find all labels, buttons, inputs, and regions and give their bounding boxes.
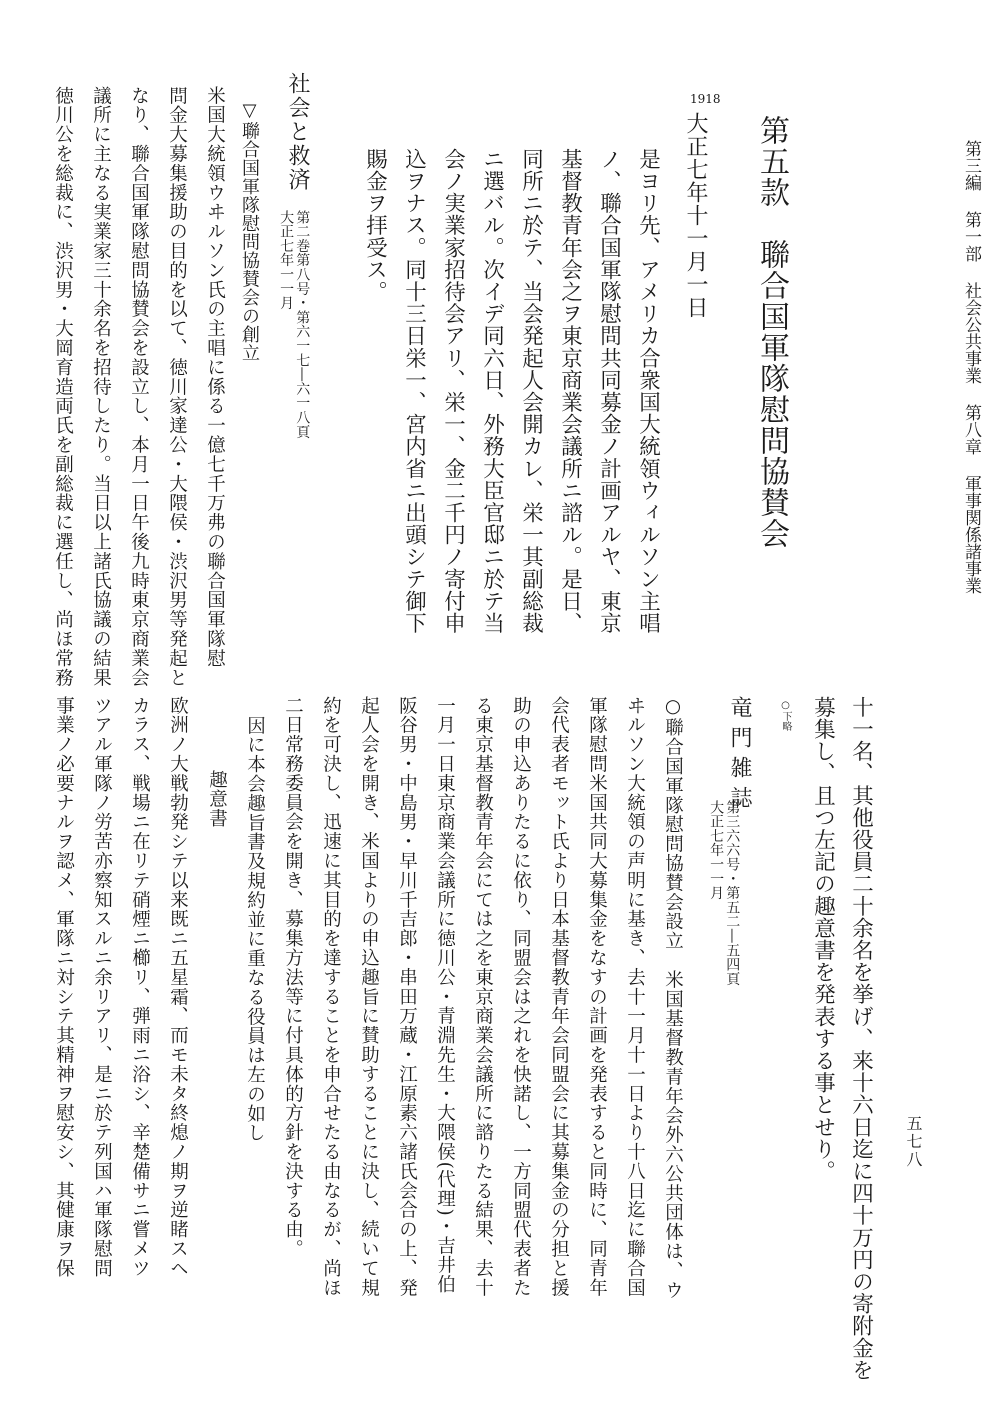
entry-line: 基督教青年会之ヲ東京商業会議所ニ諮ル。是日、 bbox=[557, 148, 583, 635]
article-line: ヰルソン大統領の声明に基き、去十一月十一日より十八日迄に聯合国 bbox=[624, 696, 646, 1298]
article-line: 因に本会趣旨書及規約並に重なる役員は左の如し bbox=[244, 716, 266, 1143]
article-line: 助の申込ありたるに依り、同盟会は之れを快諾し、一方同盟代表者た bbox=[510, 696, 532, 1298]
article-line: 阪谷男・中島男・早川千吉郎・串田万蔵・江原素六諸氏会合の上、発 bbox=[396, 696, 418, 1298]
article-line: 軍隊慰問米国共同大募集金をなすの計画を発表すると同時に、同青年 bbox=[586, 696, 608, 1298]
running-head-part: 第三編 bbox=[961, 140, 981, 191]
running-head-chapter-title: 軍事関係諸事業 bbox=[961, 475, 981, 594]
article-subheading: ▽聯合国軍隊慰問協賛会の創立 bbox=[239, 100, 260, 362]
entry-line: 同所ニ於テ、当会発起人会開カレ、栄一其副総裁 bbox=[518, 148, 544, 635]
section-title: 第五款 聯合国軍隊慰問協賛会 bbox=[754, 115, 789, 549]
source-title: 竜門雑誌 bbox=[727, 696, 752, 816]
running-head-category: 社会公共事業 bbox=[961, 282, 981, 384]
prospectus-line: ツアル軍隊ノ労苦亦察知スルニ余リアリ、是ニ於テ列国ハ軍隊慰問 bbox=[91, 696, 113, 1278]
continuation-line: 募集し、且つ左記の趣意書を発表する事とせり。 bbox=[810, 696, 836, 1183]
continuation-line: 十一名、其他役員二十余名を挙げ、来十六日迄に四十万円の寄附金を bbox=[848, 696, 874, 1382]
article-line: 議所に主なる実業家三十余名を招待したり。当日以上諸氏協議の結果 bbox=[90, 86, 112, 688]
entry-line: 込ヲナス。同十三日栄一、宮内省ニ出頭シテ御下 bbox=[401, 148, 427, 635]
article-line: 約を可決し、迅速に其目的を達することを申合せたる由なるが、尚ほ bbox=[320, 696, 342, 1298]
entry-line: 会ノ実業家招待会アリ、栄一、金二千円ノ寄付申 bbox=[440, 148, 466, 635]
article-line: る東京基督教青年会にては之を東京商業会議所に諮りたる結果、去十 bbox=[472, 696, 494, 1298]
running-head bbox=[962, 140, 979, 594]
article-line: 米国大統領ウヰルソン氏の主唱に係る一億七千万弗の聯合国軍隊慰 bbox=[204, 86, 226, 668]
article-line: 起人会を開き、米国よりの申込趣旨に賛助することに決し、続いて規 bbox=[358, 696, 380, 1298]
source-reference bbox=[278, 210, 310, 439]
article-line: なり、聯合国軍隊慰問協賛会を設立し、本月一日午後九時東京商業会 bbox=[128, 86, 150, 688]
source-reference-line: 大正七年一一月 bbox=[278, 210, 295, 311]
omitted-note: ○下略 bbox=[780, 700, 791, 731]
entry-line: ニ選バル。次イデ同六日、外務大臣官邸ニ於テ当 bbox=[479, 148, 505, 635]
date-heading: 大正七年十一月一日 bbox=[683, 112, 708, 319]
entry-line: ノ、聯合国軍隊慰問共同募金ノ計画アルヤ、東京 bbox=[596, 148, 622, 635]
article-line: 徳川公を総裁に、渋沢男・大岡育造両氏を副総裁に選任し、尚ほ常務 bbox=[52, 86, 74, 688]
western-year: 1918 bbox=[690, 92, 721, 106]
entry-line: 賜金ヲ拝受ス。 bbox=[362, 148, 388, 303]
article-line: 会代表者モット氏より日本基督教青年会同盟会に其募集金の分担と援 bbox=[548, 696, 570, 1298]
entry-line: 是ヨリ先、アメリカ合衆国大統領ウィルソン主唱 bbox=[635, 148, 661, 635]
article-line: 二日常務委員会を開き、募集方法等に付具体的方針を決する由。 bbox=[282, 696, 304, 1259]
prospectus-line: カラス、戦場ニ在リテ硝煙ニ櫛リ、弾雨ニ浴シ、辛楚備サニ嘗メツ bbox=[129, 696, 151, 1278]
prospectus-heading: 趣意書 bbox=[206, 770, 228, 829]
source-reference bbox=[708, 800, 740, 986]
article-line: 一月一日東京商業会議所に徳川公・青淵先生・大隈侯(代理)・吉井伯 bbox=[434, 696, 456, 1295]
running-head-chapter: 第八章 bbox=[961, 404, 981, 455]
prospectus-line: 事業ノ必要ナルヲ認メ、軍隊ニ対シテ其精神ヲ慰安シ、其健康ヲ保 bbox=[53, 696, 75, 1278]
prospectus-line: 欧洲ノ大戦勃発シテ以来既ニ五星霜、而モ未タ終熄ノ期ヲ逆睹スヘ bbox=[167, 696, 189, 1278]
source-reference-line: 第二巻第八号・第六一七―六一八頁 bbox=[294, 210, 311, 439]
source-reference-line: 大正七年一一月 bbox=[708, 800, 725, 901]
page-number: 五七八 bbox=[904, 1115, 923, 1169]
source-title: 社会と救済 bbox=[285, 72, 310, 192]
running-head-division: 第一部 bbox=[961, 211, 981, 262]
article-line: ○聯合国軍隊慰問協賛会設立 米国基督教青年会外六公共団体は、ウ bbox=[662, 696, 684, 1300]
source-reference-line: 第三六六号・第五二―五四頁 bbox=[724, 800, 741, 986]
article-line: 問金大募集援助の目的を以て、徳川家達公・大隈侯・渋沢男等発起と bbox=[166, 86, 188, 688]
